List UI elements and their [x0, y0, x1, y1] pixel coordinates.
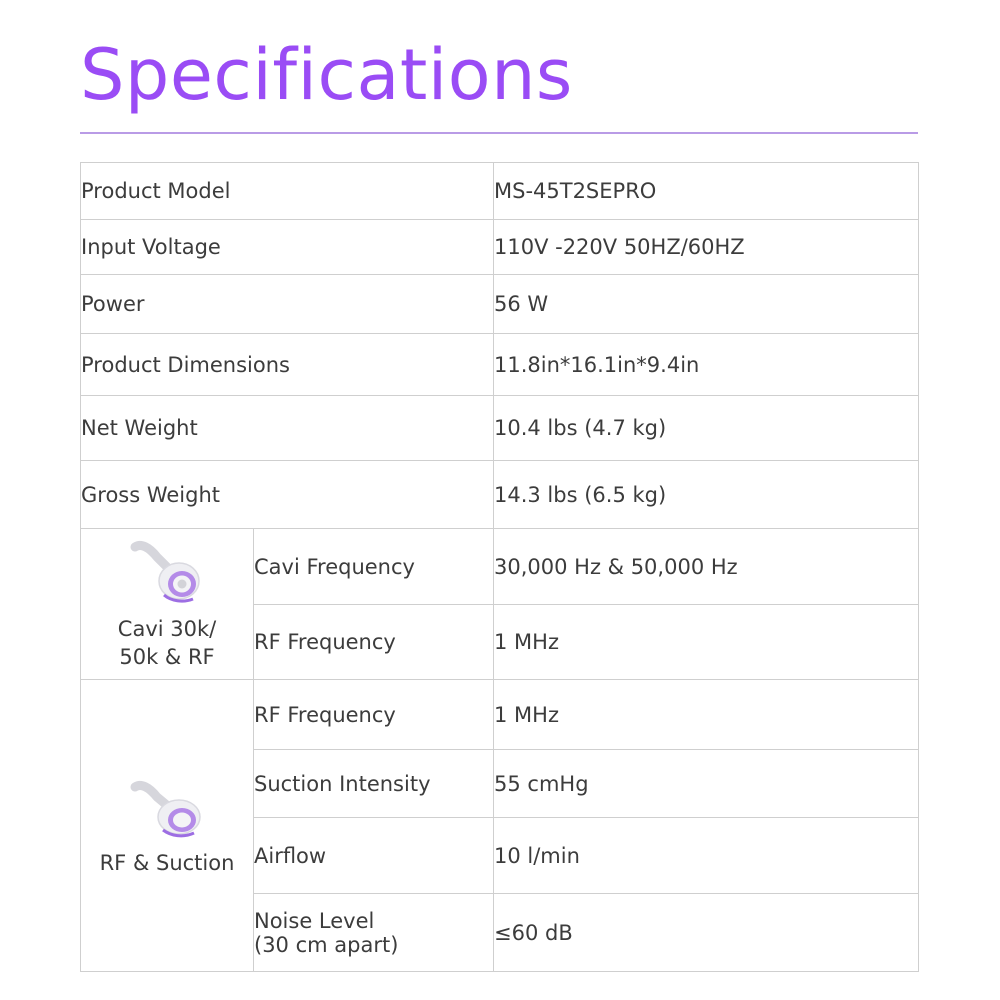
spec-value: ≤60 dB — [494, 894, 919, 972]
spec-value: 14.3 lbs (6.5 kg) — [494, 461, 919, 529]
spec-value: 110V -220V 50HZ/60HZ — [494, 220, 919, 275]
spec-label: Input Voltage — [81, 220, 494, 275]
spec-label-multiline — [254, 894, 494, 972]
spec-value: MS-45T2SEPRO — [494, 163, 919, 220]
title-divider — [80, 132, 918, 134]
spec-value: 11.8in*16.1in*9.4in — [494, 334, 919, 396]
spec-value: 56 W — [494, 275, 919, 334]
rf-suction-handpiece-icon — [127, 775, 207, 841]
table-row — [81, 680, 919, 750]
table-row — [81, 529, 919, 605]
spec-label: Cavi Frequency — [254, 529, 494, 605]
spec-label: Airflow — [254, 818, 494, 894]
spec-value: 55 cmHg — [494, 750, 919, 818]
cavitation-handpiece-icon — [127, 537, 207, 607]
table-row — [81, 275, 919, 334]
page-title: Specifications — [80, 34, 573, 116]
spec-label: Product Dimensions — [81, 334, 494, 396]
spec-table — [80, 162, 919, 972]
spec-label: Gross Weight — [81, 461, 494, 529]
group-label: 50k & RF — [119, 645, 215, 669]
spec-label: RF Frequency — [254, 605, 494, 680]
spec-label: Noise Level — [254, 908, 375, 933]
group-label: Cavi 30k/ — [117, 617, 217, 641]
table-row — [81, 334, 919, 396]
spec-label: Suction Intensity — [254, 750, 494, 818]
group-cavi — [81, 529, 254, 680]
spec-value: 1 MHz — [494, 680, 919, 750]
group-label: RF & Suction — [99, 850, 235, 875]
spec-value: 1 MHz — [494, 605, 919, 680]
table-row — [81, 461, 919, 529]
spec-label: RF Frequency — [254, 680, 494, 750]
table-row — [81, 163, 919, 220]
spec-label-note: (30 cm apart) — [254, 932, 399, 957]
table-row — [81, 396, 919, 461]
spec-value: 10 l/min — [494, 818, 919, 894]
spec-value: 30,000 Hz & 50,000 Hz — [494, 529, 919, 605]
group-rf-suction — [81, 680, 254, 972]
spec-label: Power — [81, 275, 494, 334]
spec-label: Net Weight — [81, 396, 494, 461]
spec-label: Product Model — [81, 163, 494, 220]
table-row — [81, 220, 919, 275]
spec-value: 10.4 lbs (4.7 kg) — [494, 396, 919, 461]
